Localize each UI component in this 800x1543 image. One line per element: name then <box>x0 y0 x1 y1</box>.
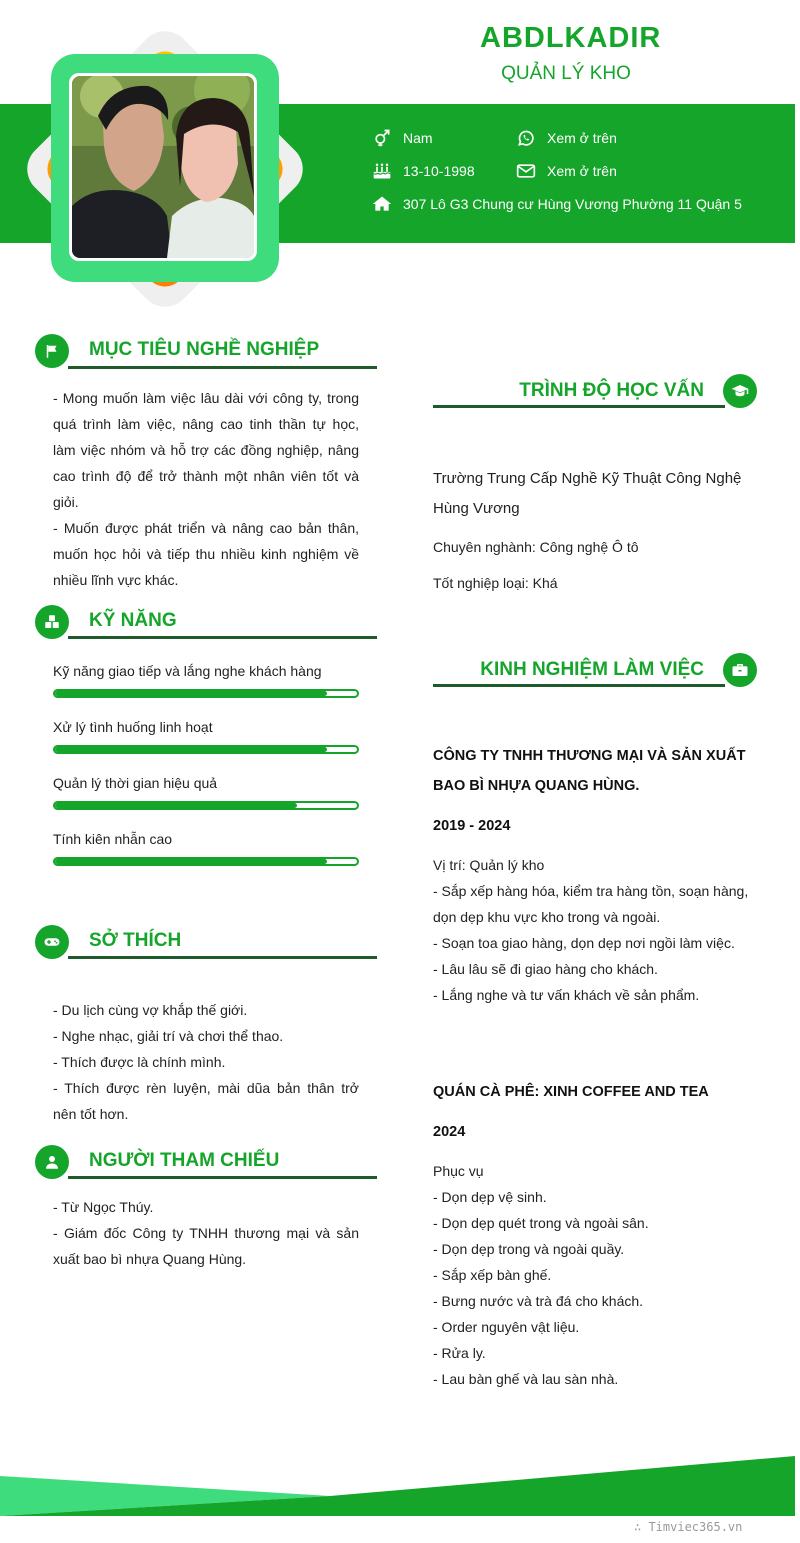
footer-decoration <box>0 1450 800 1520</box>
skill-label: Xử lý tình huống linh hoạt <box>53 719 213 735</box>
hobbies-underline <box>68 956 377 959</box>
whatsapp-icon <box>516 128 536 148</box>
experience-badge <box>723 653 757 687</box>
references-title: NGƯỜI THAM CHIẾU <box>89 1150 280 1171</box>
references-list <box>53 1194 359 1272</box>
objective-text <box>53 385 359 593</box>
skill-label: Tính kiên nhẫn cao <box>53 831 173 847</box>
avatar-frame <box>24 28 306 310</box>
candidate-name: ABDLKADIR <box>480 22 662 54</box>
list-item: - Nghe nhạc, giải trí và chơi thể thao. <box>53 1028 284 1044</box>
skill-bar <box>53 689 359 698</box>
info-birthday <box>372 161 475 181</box>
avatar-photo <box>72 76 254 258</box>
info-address <box>372 194 742 214</box>
education-major: Chuyên nghành: Công nghệ Ô tô <box>433 539 639 555</box>
education-grade: Tốt nghiệp loại: Khá <box>433 575 558 591</box>
skill-bar-fill <box>55 859 327 864</box>
briefcase-icon <box>731 661 749 679</box>
skill-bar <box>53 745 359 754</box>
job-years: 2019 - 2024 <box>433 818 511 834</box>
hobbies-title: SỞ THÍCH <box>89 930 182 951</box>
skill-bar-fill <box>55 803 297 808</box>
list-item: - Dọn dẹp trong và ngoài quầy. <box>433 1241 625 1257</box>
list-item: - Rửa ly. <box>433 1345 486 1361</box>
watermark: ∴ Timviec365.vn <box>634 1520 743 1534</box>
graduation-cap-icon <box>731 382 749 400</box>
list-item: - Thích được rèn luyện, mài dũa bản thân trở nên tốt hơn. <box>53 1080 359 1122</box>
list-item: - Sắp xếp bàn ghế. <box>433 1267 552 1283</box>
candidate-position: QUẢN LÝ KHO <box>501 63 631 84</box>
education-title: TRÌNH ĐỘ HỌC VẤN <box>519 380 704 401</box>
birthday-value: 13-10-1998 <box>403 163 475 179</box>
experience-underline <box>433 684 725 687</box>
job-company: CÔNG TY TNHH THƯƠNG MẠI VÀ SẢN XUẤT BAO BÌ NHỰA QUANG HÙNG. <box>433 748 746 794</box>
avatar <box>69 73 257 261</box>
home-icon <box>372 194 392 214</box>
job-details <box>433 1158 753 1392</box>
objective-underline <box>68 366 377 369</box>
references-underline <box>68 1176 377 1179</box>
list-item: Phục vụ <box>433 1163 484 1179</box>
objective-badge <box>35 334 69 368</box>
list-item: - Lâu lâu sẽ đi giao hàng cho khách. <box>433 961 658 977</box>
skills-badge <box>35 605 69 639</box>
email-value: Xem ở trên <box>547 163 617 179</box>
phone-value: Xem ở trên <box>547 130 617 146</box>
list-item: - Thích được là chính mình. <box>53 1054 226 1070</box>
job-details <box>433 852 753 1008</box>
list-item: - Order nguyên vật liệu. <box>433 1319 580 1335</box>
list-item: - Từ Ngọc Thúy. <box>53 1199 154 1215</box>
info-phone <box>516 128 617 148</box>
references-badge <box>35 1145 69 1179</box>
education-school: Trường Trung Cấp Nghề Kỹ Thuật Công Nghệ Hùng Vương <box>433 470 742 517</box>
education-underline <box>433 405 725 408</box>
info-email <box>516 161 617 181</box>
list-item: - Lau bàn ghế và lau sàn nhà. <box>433 1371 619 1387</box>
envelope-icon <box>516 161 536 181</box>
gender-value: Nam <box>403 130 433 146</box>
skills-title: KỸ NĂNG <box>89 610 177 631</box>
gender-icon <box>372 128 392 148</box>
birthday-cake-icon <box>372 161 392 181</box>
hobbies-list <box>53 997 359 1127</box>
hobbies-badge <box>35 925 69 959</box>
list-item: - Bưng nước và trà đá cho khách. <box>433 1293 644 1309</box>
skill-bar-fill <box>55 747 327 752</box>
list-item: - Lắng nghe và tư vấn khách về sản phẩm. <box>433 987 700 1003</box>
list-item: - Du lịch cùng vợ khắp thế giới. <box>53 1002 248 1018</box>
skill-bar <box>53 857 359 866</box>
user-icon <box>43 1153 61 1171</box>
gamepad-icon <box>43 933 61 951</box>
list-item: Vị trí: Quản lý kho <box>433 857 545 873</box>
skill-label: Quản lý thời gian hiệu quả <box>53 775 218 791</box>
address-value: 307 Lô G3 Chung cư Hùng Vương Phường 11 Quận 5 <box>403 196 742 212</box>
job-company: QUÁN CÀ PHÊ: XINH COFFEE AND TEA <box>433 1084 709 1100</box>
list-item: - Sắp xếp hàng hóa, kiểm tra hàng tồn, soạn hàng, dọn dẹp khu vực kho trong và ngoài. <box>433 883 749 925</box>
education-badge <box>723 374 757 408</box>
objective-paragraph: - Mong muốn làm việc lâu dài với công ty, trong quá trình làm việc, nâng cao tinh thần tự học, làm việc nhóm và hỗ trợ các đồng nghiệp, nâng cao trình độ để trở thành một nhân viên tốt và giỏi. - Muốn được phát triển và nâng cao bản thân, muốn học hỏi và tiếp thu nhiều kinh nghiệm về nhiều lĩnh vực khác. <box>53 390 359 588</box>
skills-underline <box>68 636 377 639</box>
skill-bar-fill <box>55 691 327 696</box>
cubes-icon <box>43 613 61 631</box>
info-gender <box>372 128 433 148</box>
job-years: 2024 <box>433 1124 466 1140</box>
list-item: - Dọn dẹp quét trong và ngoài sân. <box>433 1215 649 1231</box>
objective-title: MỤC TIÊU NGHỀ NGHIỆP <box>89 339 320 360</box>
skill-bar <box>53 801 359 810</box>
list-item: - Dọn dẹp vệ sinh. <box>433 1189 547 1205</box>
list-item: - Soạn toa giao hàng, dọn dẹp nơi ngồi làm việc. <box>433 935 735 951</box>
skill-label: Kỹ năng giao tiếp và lắng nghe khách hàng <box>53 663 322 679</box>
list-item: - Giám đốc Công ty TNHH thương mại và sản xuất bao bì nhựa Quang Hùng. <box>53 1225 359 1267</box>
flag-icon <box>43 342 61 360</box>
experience-title: KINH NGHIỆM LÀM VIỆC <box>480 659 704 680</box>
